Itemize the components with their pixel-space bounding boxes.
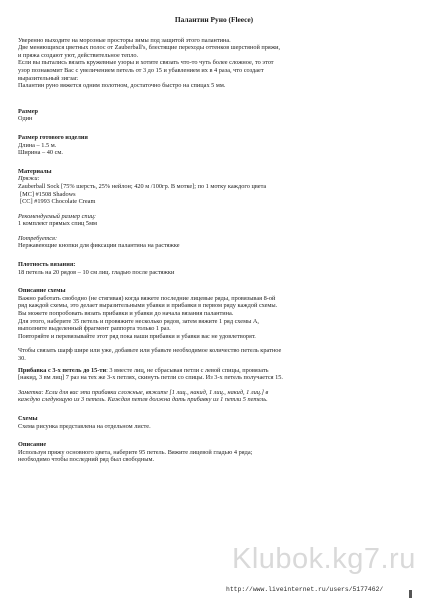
materials-heading: Материалы [18,167,52,175]
finished-size-line: Ширина – 40 см. [18,149,63,157]
increase-line [18,367,410,375]
needles-line: 1 комплект прямых спиц 5мм [18,220,98,228]
intro-line: Палантин руно вяжется одним полотном, достаточно быстро на спицах 5 мм. [18,82,226,90]
size-line: Один [18,115,33,123]
scheme-description-line: выполните выделенный фрагмент раппорта только 1 раз. [18,325,171,333]
intro-section [18,37,410,90]
size-heading: Размер [18,107,39,115]
gauge-heading: Плотность вязания: [18,261,76,269]
scheme-description-line: Для этого, наберите 35 петель и провяжите несколько рядов, затем вяжите 1 ряд схемы А, [18,317,260,325]
scheme-description-line: Вы можете попробовать вязать прибавки и убавки до начала вязания палантина. [18,310,234,318]
needles-label: Рекомендуемый размер спиц: [18,212,96,220]
size-section [18,108,410,123]
increase-section [18,367,410,404]
document-title: Палантин Руно (Fleece) [174,15,254,24]
notions-line: Нержавеющие кнопки для фиксации палантина на растяжке [18,242,180,250]
page-edge-mark [409,590,412,598]
increase-note-line: каждую следующую из 3 петель. Каждая петля должна дать прибавку из 1 петли 5 петель. [18,396,268,404]
scheme-description-line: Повторяйте и перевязывайте этот ряд пока ваши прибавки и убавки вас не удовлетворят. [18,332,256,340]
scheme-width-line: Чтобы связать шарф шире или уже, добавьте или убавьте необходимое количество петель кратное [18,347,282,355]
intro-line: Если вы пытались вязать кружевные узоры и хотите связать что-то чуть более сложное, то этот [18,59,274,67]
intro-line: Уверенно выходите на морозные просторы зимы под защитой этого палантина. [18,36,231,44]
intro-line: и пряжа создают уют, действительное тепло. [18,51,139,59]
scheme-width-line: 30. [18,355,26,362]
intro-line: выразительный зигзаг. [18,74,79,82]
increase-line: [накид, 3 вм лиц] 7 раз на тех же 3-х петлях, скинуть петли со спицы. Из 3-х петель получается 15. [18,374,284,382]
finished-size-line: Длина – 1.5 м. [18,141,57,149]
schemes-heading: Схемы [18,414,38,422]
description-section [18,441,410,464]
site-watermark: Klubok.kg7.ru [232,543,416,575]
schemes-line: Схема рисунка представлена на отдельном листе. [18,422,151,430]
yarn-line: [CC] #1993 Chocolate Cream [20,198,96,206]
scheme-description-line: Важно работать свободно (не стягивая) когда вяжете последние лицевые ряды, провязывая 8-ой [18,294,276,302]
yarn-line: Zauberball Sock [75% шерсть, 25% нейлон; 420 м /100гр. В мотке]; по 1 мотку каждого цвета [18,182,267,190]
notions-label: Потребуется: [18,234,58,242]
intro-line: Две меняющихся цветных полос от Zauberball's, блестящие переходы оттенков шерстяной пряжи, [18,44,281,52]
yarn-line: [MC] #1508 Shadows [20,190,76,198]
description-heading: Описание [18,441,47,449]
scheme-description-heading: Описание схемы [18,287,66,295]
finished-size-section [18,134,410,157]
finished-size-heading: Размер готового изделия [18,133,88,141]
yarn-label: Пряжи: [18,175,40,183]
gauge-line: 18 петель на 20 рядов – 10 см лиц. гладью после растяжки [18,268,175,276]
scheme-description-section [18,287,410,362]
description-line: необходимо чтобы последний ряд был свободным. [18,456,155,464]
increase-note-line: Заметка: Если для вас эти прибавки сложные, вяжите [1 лиц., накид, 1 лиц., накид, 1 лиц.] в [18,388,269,396]
scheme-description-line: ряд каждой схемы, это делает выразительными убавки и прибавки в первом ряду каждой схемы. [18,302,278,310]
increase-text: : 3 вместе лиц, не сбрасывая петли с левой спицы, провязать [106,366,269,374]
increase-heading: Прибавка с 3-х петель до 15-ти [18,366,107,374]
materials-section [18,168,410,250]
description-line: Используя пряжу основного цвета, наберите 95 петель. Вяжите лицевой гладью 4 ряда; [18,448,253,456]
footer-url: http://www.liveinternet.ru/users/5177462/ [226,586,384,593]
gauge-section [18,261,410,276]
intro-line: узор познакомит Вас с увеличением петель от 3 до 15 и убавлением их в 4 раза, что создает [18,66,264,74]
schemes-section [18,415,410,430]
